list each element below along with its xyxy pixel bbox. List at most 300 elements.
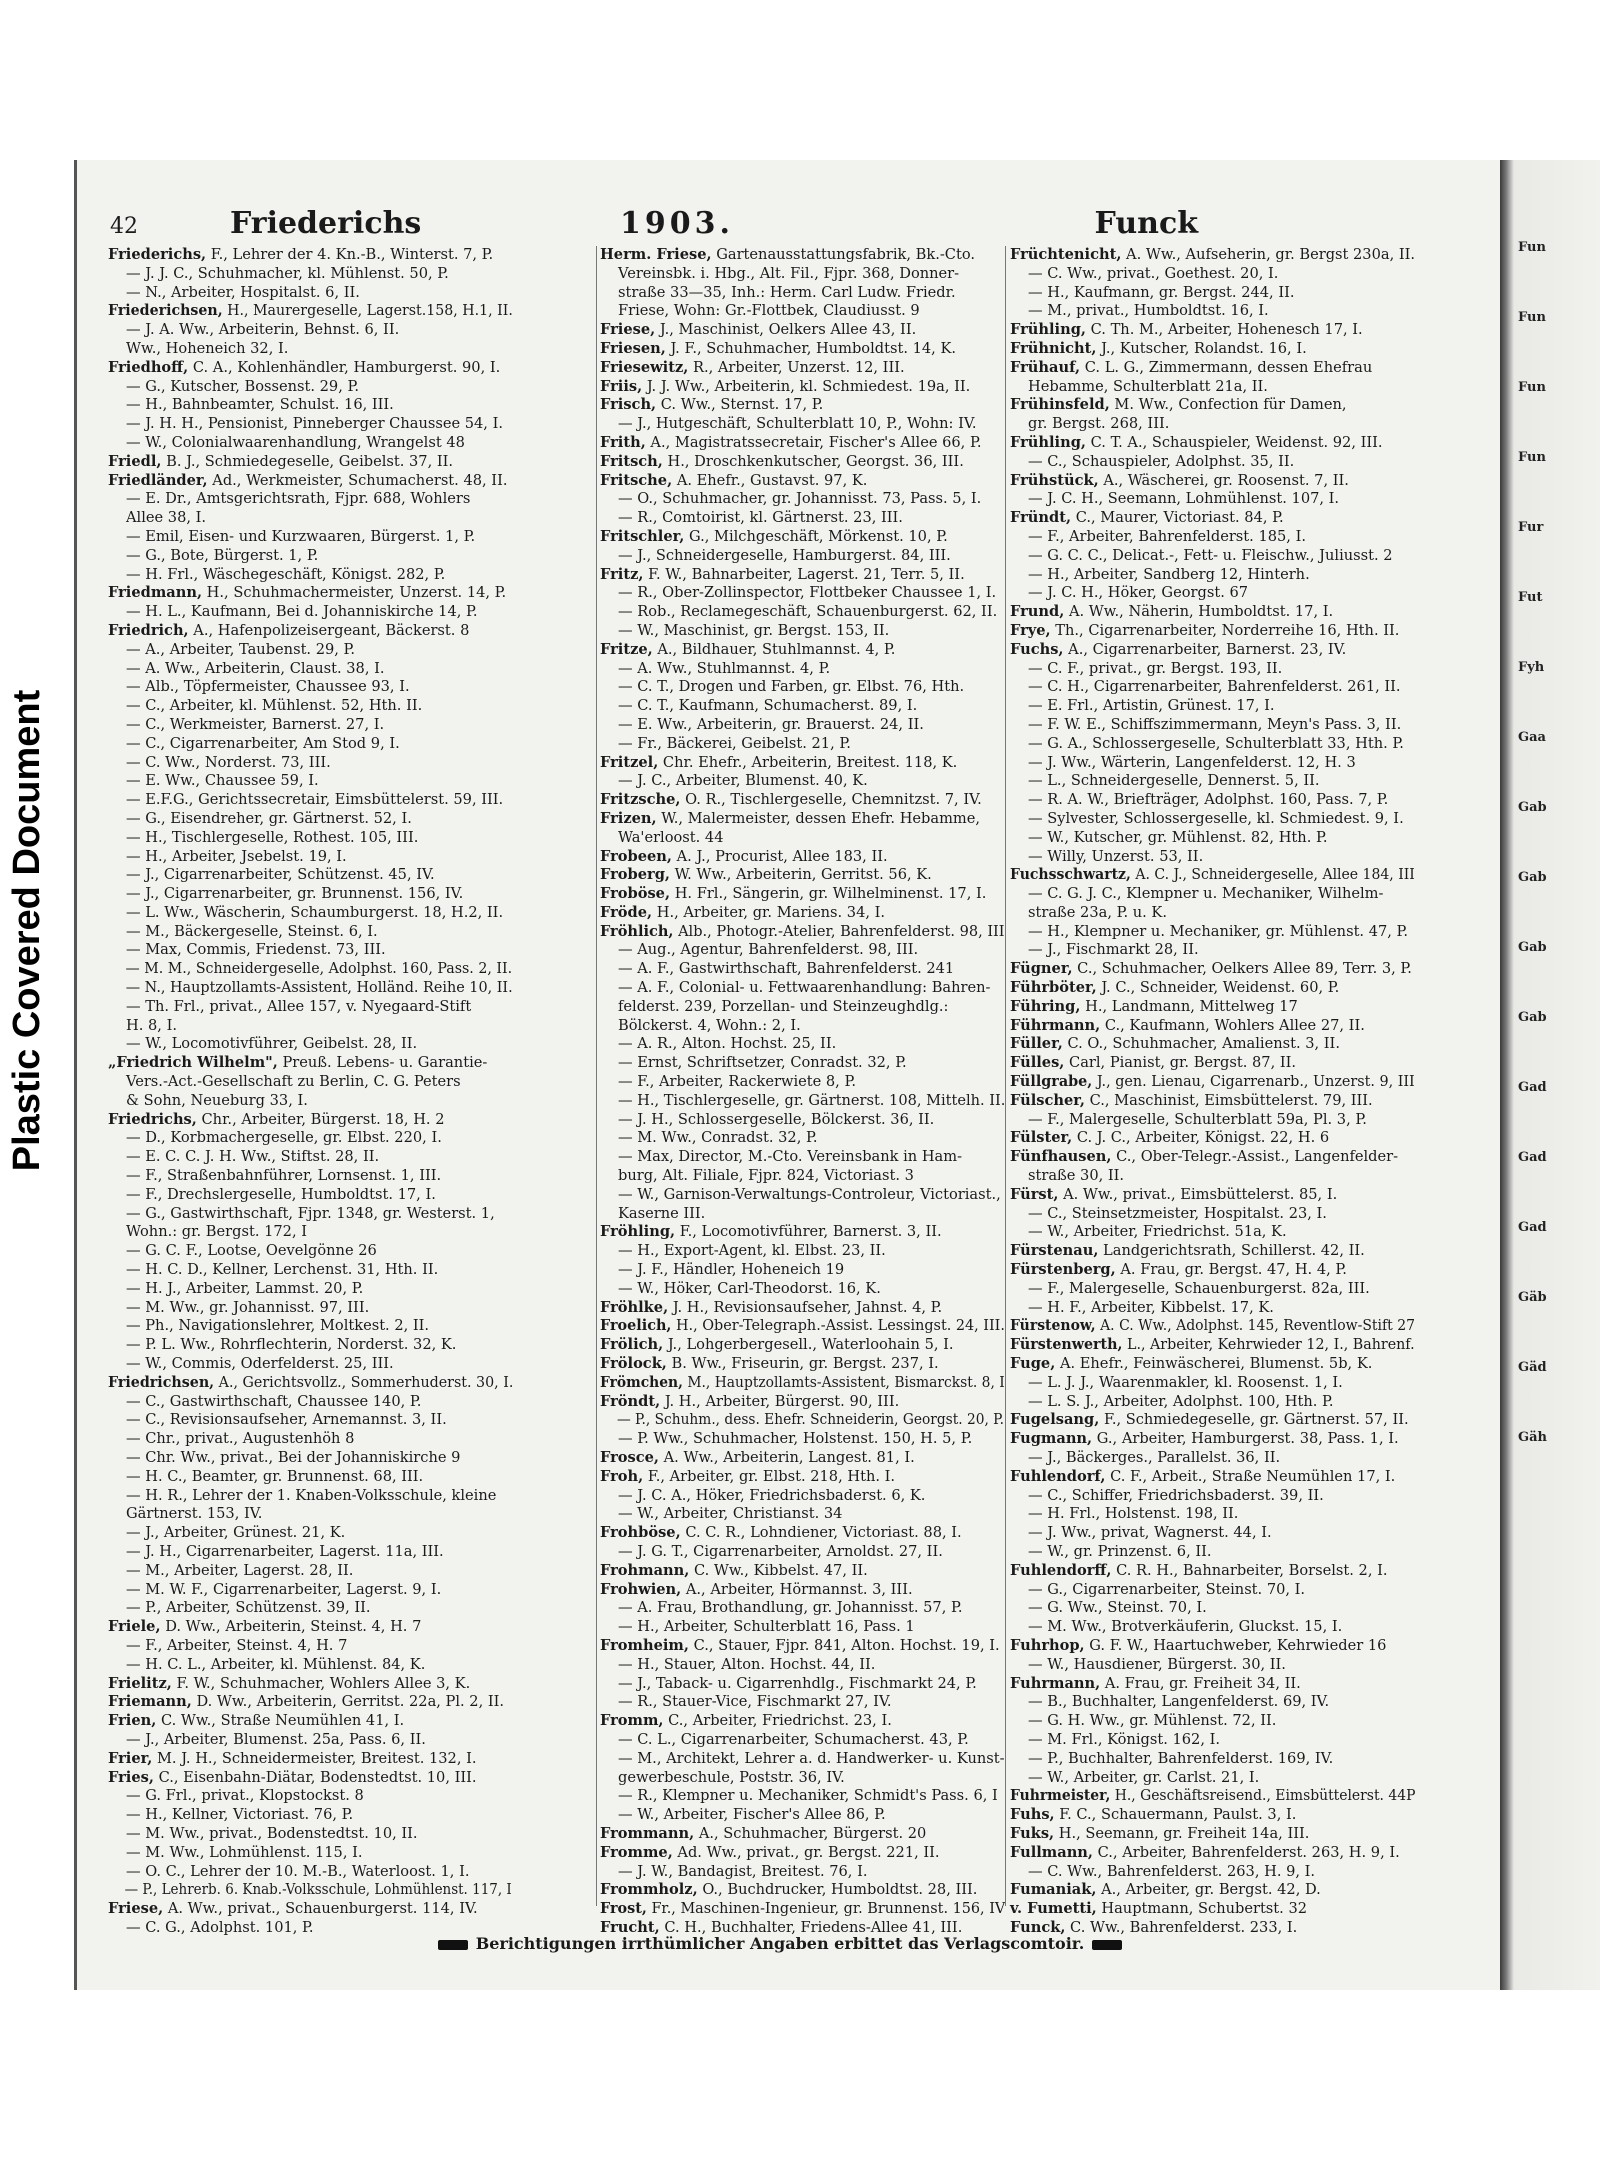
- directory-entry: [1010, 885, 1415, 904]
- directory-entry: [108, 1017, 513, 1036]
- entry-details: — Rob., Reclamegeschäft, Schauenburgerst. 62, II.: [618, 603, 998, 621]
- column-divider: [596, 246, 597, 1906]
- directory-entry: [108, 941, 513, 960]
- directory-entry: [600, 1656, 1005, 1675]
- directory-entry: [108, 340, 513, 359]
- entry-details: C. Ww., Kibbelst. 47, II.: [693, 1561, 868, 1579]
- entry-details: A., Gerichtsvollz., Sommerhuderst. 30, I.: [218, 1373, 514, 1391]
- directory-entry: [108, 960, 530, 979]
- entry-details: — F. W. E., Schiffszimmermann, Meyn's Pass. 3, II.: [1028, 715, 1402, 733]
- entry-details: — Willy, Unzerst. 53, II.: [1028, 847, 1204, 865]
- directory-entry: [1010, 1599, 1415, 1618]
- directory-entry: [1010, 1167, 1415, 1186]
- directory-entry: [1010, 1261, 1415, 1280]
- entry-details: — R., Stauer-Vice, Fischmarkt 27, IV.: [618, 1693, 892, 1711]
- entry-surname: Frien,: [108, 1712, 157, 1730]
- entry-details: — M., Architekt, Lehrer a. d. Handwerker- u. Kunst-: [618, 1749, 1005, 1767]
- column-divider: [1005, 246, 1006, 1906]
- column-3: [1010, 246, 1416, 1936]
- directory-entry: [1010, 1656, 1415, 1675]
- entry-details: Hauptmann, Schubertst. 32: [1101, 1900, 1308, 1918]
- entry-details: — H., Arbeiter, Sandberg 12, Hinterh.: [1028, 565, 1310, 583]
- entry-surname: Frömchen,: [600, 1373, 683, 1391]
- entry-surname: Frost,: [600, 1900, 647, 1918]
- entry-details: — A. Ww., Arbeiterin, Claust. 38, I.: [126, 659, 385, 677]
- entry-surname: Fugmann,: [1010, 1430, 1093, 1448]
- entry-surname: Froberg,: [600, 866, 670, 884]
- entry-details: Ad., Werkmeister, Schumacherst. 48, II.: [212, 471, 508, 489]
- entry-details: — C. G. J. C., Klempner u. Mechaniker, Wilhelm-: [1028, 885, 1384, 903]
- entry-details: J., gen. Lienau, Cigarrenarb., Unzerst. 9, III: [1096, 1073, 1415, 1091]
- entry-details: — H. R., Lehrer der 1. Knaben-Volksschule, kleine: [126, 1486, 497, 1504]
- entry-details: — C., Gastwirthschaft, Chaussee 140, P.: [126, 1392, 422, 1410]
- entry-details: C. J. C., Arbeiter, Königst. 22, H. 6: [1076, 1129, 1330, 1147]
- entry-surname: v. Fumetti,: [1010, 1900, 1097, 1918]
- entry-details: — J. Ww., Wärterin, Langenfelderst. 12, H. 3: [1028, 753, 1356, 771]
- entry-surname: Fuhlendorf,: [1010, 1467, 1106, 1485]
- entry-details: — F., Malergeselle, Schulterblatt 59a, Pl. 3, P.: [1028, 1110, 1367, 1128]
- entry-details: F., Locomotivführer, Barnerst. 3, II.: [679, 1223, 942, 1241]
- entry-details: Alb., Photogr.-Atelier, Bahrenfelderst. 98, III: [678, 922, 1005, 940]
- directory-entry: [1010, 1411, 1415, 1430]
- entry-details: — G., Eisendreher, gr. Gärtnerst. 52, I.: [126, 809, 412, 827]
- edge-word: Gab: [1518, 870, 1547, 885]
- directory-entry: [108, 660, 513, 679]
- entry-surname: Frund,: [1010, 603, 1065, 621]
- entry-details: — J. C., Arbeiter, Blumenst. 40, K.: [618, 772, 868, 790]
- directory-entry: [1010, 622, 1415, 641]
- entry-details: F., Lehrer der 4. Kn.-B., Winterst. 7, P.: [210, 246, 494, 263]
- directory-entry: [108, 528, 513, 547]
- directory-entry: [600, 265, 1005, 284]
- directory-entry: [108, 866, 513, 885]
- entry-details: C., Schuhmacher, Oelkers Allee 89, Terr. 3, P.: [1077, 960, 1412, 978]
- edge-word: Fun: [1518, 450, 1546, 465]
- directory-entry: [1010, 1242, 1415, 1261]
- entry-details: — W., Arbeiter, Christianst. 34: [618, 1505, 843, 1523]
- entry-surname: Friedhoff,: [108, 358, 189, 376]
- directory-entry: [108, 697, 513, 716]
- next-page-edge: [1500, 160, 1600, 1990]
- directory-entry: [600, 1863, 1005, 1882]
- entry-surname: Fügner,: [1010, 960, 1073, 978]
- entry-details: C., Arbeiter, Friedrichst. 23, I.: [668, 1712, 892, 1730]
- directory-entry: [600, 1242, 1005, 1261]
- entry-surname: Friese,: [108, 1900, 164, 1918]
- entry-surname: Fröhling,: [600, 1223, 676, 1241]
- entry-details: — Ph., Navigationslehrer, Moltkest. 2, II.: [126, 1317, 430, 1335]
- entry-details: — J., Cigarrenarbeiter, Schützenst. 45, IV.: [126, 866, 435, 884]
- edge-word: Fun: [1518, 240, 1546, 255]
- directory-entry: [600, 1111, 1005, 1130]
- entry-details: — C. F., privat., gr. Bergst. 193, II.: [1028, 659, 1283, 677]
- directory-entry: [1010, 321, 1415, 340]
- entry-details: — N., Hauptzollamts-Assistent, Holländ. Reihe 10, II.: [125, 979, 513, 997]
- directory-entry: [600, 528, 1005, 547]
- directory-entry: [600, 302, 1005, 321]
- entry-details: H., Ober-Telegraph.-Assist. Lessingst. 24, III.: [675, 1317, 1005, 1335]
- directory-entry: [108, 716, 513, 735]
- directory-entry: [600, 1261, 1005, 1280]
- directory-entry: [108, 359, 513, 378]
- directory-entry: [108, 584, 513, 603]
- entry-details: C. Th. M., Arbeiter, Hohenesch 17, I.: [1090, 321, 1363, 339]
- directory-entry: [1010, 1693, 1415, 1712]
- entry-details: — C. T., Kaufmann, Schumacherst. 89, I.: [618, 697, 918, 715]
- entry-surname: Frye,: [1010, 621, 1051, 639]
- directory-entry: [600, 1787, 1005, 1806]
- directory-entry: [1010, 1675, 1415, 1694]
- entry-surname: Fröhlich,: [600, 922, 674, 940]
- entry-surname: Frölich,: [600, 1336, 664, 1354]
- directory-entry: [1010, 923, 1415, 942]
- entry-details: C. O., Schuhmacher, Amalienst. 3, II.: [1067, 1035, 1340, 1053]
- entry-details: — Ernst, Schriftsetzer, Conradst. 32, P.: [618, 1054, 907, 1072]
- directory-entry: [108, 1825, 513, 1844]
- directory-entry: [1010, 1449, 1415, 1468]
- entry-surname: Fröde,: [600, 903, 653, 921]
- entry-surname: Frühinsfeld,: [1010, 396, 1110, 414]
- entry-surname: Fritsche,: [600, 471, 673, 489]
- directory-entry: [600, 1167, 1005, 1186]
- directory-entry: [108, 791, 513, 810]
- entry-surname: Friele,: [108, 1618, 161, 1636]
- entry-details: — M. Ww., Conradst. 32, P.: [618, 1129, 818, 1147]
- directory-entry: [1010, 1073, 1415, 1092]
- entry-surname: Friis,: [600, 377, 643, 395]
- entry-surname: Fuge,: [1010, 1355, 1056, 1373]
- entry-surname: Frühnicht,: [1010, 339, 1097, 357]
- directory-entry: [600, 697, 1005, 716]
- directory-entry: [108, 1581, 513, 1600]
- directory-entry: [108, 998, 513, 1017]
- entry-details: Chr. Ehefr., Arbeiterin, Breitest. 118, K.: [662, 753, 958, 771]
- entry-details: — J. H., Cigarrenarbeiter, Lagerst. 11a, III.: [126, 1542, 444, 1560]
- entry-surname: Fritsch,: [600, 452, 663, 470]
- entry-surname: Fritzel,: [600, 753, 659, 771]
- column-1: [108, 246, 514, 1936]
- directory-entry: [108, 1411, 513, 1430]
- entry-surname: Frizen,: [600, 809, 657, 827]
- footer-notice: [400, 1934, 1160, 1953]
- entry-details: — H., Arbeiter, Schulterblatt 16, Pass. 1: [618, 1618, 915, 1636]
- entry-details: — A., Arbeiter, Taubenst. 29, P.: [126, 640, 356, 658]
- directory-entry: [108, 885, 513, 904]
- entry-details: — L. S. J., Arbeiter, Adolphst. 100, Hth. P.: [1028, 1392, 1334, 1410]
- entry-details: A. Ww., privat., Eimsbüttelerst. 85, I.: [1063, 1185, 1338, 1203]
- directory-entry: [600, 566, 1005, 585]
- entry-details: A. Ww., Näherin, Humboldtst. 17, I.: [1068, 603, 1334, 621]
- entry-details: — J., Bäckerges., Parallelst. 36, II.: [1028, 1449, 1281, 1466]
- directory-entry: [108, 772, 513, 791]
- entry-details: — W., gr. Prinzenst. 6, II.: [1028, 1542, 1212, 1560]
- directory-entry: [1010, 1881, 1415, 1900]
- directory-entry: [108, 1487, 513, 1506]
- entry-details: C., Eisenbahn-Diätar, Bodenstedtst. 10, III.: [158, 1768, 477, 1786]
- entry-details: — H. F., Arbeiter, Kibbelst. 17, K.: [1028, 1298, 1274, 1316]
- directory-entry: [108, 490, 513, 509]
- entry-details: A., Hafenpolizeisergeant, Bäckerst. 8: [193, 621, 470, 639]
- directory-entry: [600, 1336, 1005, 1355]
- entry-surname: Fröhlke,: [600, 1298, 669, 1316]
- entry-details: — J., Hutgeschäft, Schulterblatt 10, P., Wohn: IV.: [618, 415, 977, 433]
- directory-entry: [600, 829, 1005, 848]
- directory-entry: [108, 1524, 513, 1543]
- directory-entry: [1010, 960, 1415, 979]
- directory-entry: [1010, 735, 1415, 754]
- entry-details: — E. Ww., Arbeiterin, gr. Brauerst. 24, II.: [618, 715, 924, 733]
- entry-surname: Füller,: [1010, 1035, 1063, 1053]
- directory-entry: [1010, 1186, 1415, 1205]
- pointing-hand-icon: [438, 1940, 468, 1950]
- entry-surname: Frisch,: [600, 396, 657, 414]
- entry-details: H. Frl., Sängerin, gr. Wilhelminenst. 17, I.: [674, 885, 987, 903]
- directory-entry: [1010, 641, 1415, 660]
- entry-surname: Führing,: [1010, 997, 1081, 1015]
- directory-entry: [1010, 1900, 1415, 1919]
- directory-entry: [108, 1336, 513, 1355]
- directory-entry: [600, 678, 1005, 697]
- entry-details: D. Ww., Arbeiterin, Gerritst. 22a, Pl. 2, II.: [196, 1693, 505, 1711]
- entry-details: — H., Kaufmann, gr. Bergst. 244, II.: [1028, 283, 1295, 301]
- directory-entry: [1010, 1524, 1415, 1543]
- directory-entry: [108, 1468, 513, 1487]
- entry-surname: Frith,: [600, 433, 646, 451]
- entry-details: — R., Comtoirist, kl. Gärtnerst. 23, III.: [618, 509, 903, 527]
- entry-details: F. W., Schuhmacher, Wohlers Allee 3, K.: [176, 1674, 471, 1692]
- entry-details: G., Milchgeschäft, Mörkenst. 10, P.: [688, 527, 948, 545]
- directory-entry: [108, 1750, 513, 1769]
- entry-details: — A. Frau, Brothandlung, gr. Johannisst. 57, P.: [618, 1599, 963, 1617]
- entry-details: — G. Ww., Steinst. 70, I.: [1028, 1599, 1207, 1617]
- directory-entry: [108, 284, 513, 303]
- directory-entry: [108, 1129, 513, 1148]
- directory-entry: [108, 1731, 513, 1750]
- entry-details: O., Buchdrucker, Humboldtst. 28, III.: [702, 1881, 978, 1899]
- edge-word-list: [1518, 240, 1547, 1500]
- entry-details: C., Ober-Telegr.-Assist., Langenfelder-: [1116, 1148, 1399, 1166]
- directory-entry: [600, 490, 1005, 509]
- entry-details: H. 8, I.: [126, 1016, 177, 1034]
- entry-details: — O., Schuhmacher, gr. Johannisst. 73, Pass. 5, I.: [618, 490, 982, 508]
- directory-entry: [1010, 1505, 1415, 1524]
- directory-entry: [600, 904, 1005, 923]
- entry-details: Gartenausstattungsfabrik, Bk.-Cto.: [716, 246, 976, 263]
- entry-details: A. C. Ww., Adolphst. 145, Reventlow-Stift 27: [1100, 1317, 1416, 1335]
- entry-details: — C. H., Cigarrenarbeiter, Bahrenfelderst. 261, II.: [1028, 678, 1401, 696]
- entry-surname: Frommann,: [600, 1824, 695, 1842]
- entry-details: J., Lohgerbergesell., Waterloohain 5, I.: [667, 1336, 954, 1354]
- entry-details: — F., Straßenbahnführer, Lornsenst. 1, III.: [126, 1167, 442, 1185]
- directory-entry: [600, 1731, 1005, 1750]
- directory-entry: [108, 603, 513, 622]
- edge-word: Gad: [1518, 1150, 1547, 1165]
- entry-details: gewerbeschule, Poststr. 36, IV.: [618, 1768, 845, 1786]
- entry-details: — J. J. C., Schuhmacher, kl. Mühlenst. 50, P.: [126, 264, 449, 282]
- entry-details: — W., Kutscher, gr. Mühlenst. 82, Hth. P.: [1028, 828, 1328, 846]
- edge-word: Gab: [1518, 800, 1547, 815]
- directory-entry: [600, 1205, 1005, 1224]
- entry-details: — H. Frl., Wäschegeschäft, Königst. 282, P.: [126, 565, 446, 583]
- entry-details: — G. C. C., Delicat.-, Fett- u. Fleischw., Juliusst. 2: [1028, 546, 1393, 564]
- directory-entry: [1010, 566, 1415, 585]
- directory-entry: [1010, 1054, 1415, 1073]
- directory-entry: [600, 1035, 1005, 1054]
- entry-details: J. H., Arbeiter, Bürgerst. 90, III.: [664, 1392, 900, 1410]
- directory-entry: [1010, 1562, 1415, 1581]
- directory-entry: [1010, 716, 1415, 735]
- entry-surname: Fürstenwerth,: [1010, 1336, 1123, 1354]
- directory-entry: [1010, 509, 1415, 528]
- entry-details: — Alb., Töpfermeister, Chaussee 93, I.: [126, 678, 410, 696]
- entry-details: felderst. 239, Porzellan- und Steinzeughdlg.:: [618, 997, 949, 1015]
- directory-entry: [108, 1317, 513, 1336]
- directory-entry: [600, 1750, 1005, 1769]
- entry-details: burg, Alt. Filiale, Fjpr. 824, Victoriast. 3: [618, 1167, 914, 1185]
- edge-word: Gad: [1518, 1220, 1547, 1235]
- directory-entry: [1010, 1769, 1415, 1788]
- entry-details: Carl, Pianist, gr. Bergst. 87, II.: [1069, 1054, 1297, 1072]
- directory-entry: [1010, 246, 1415, 265]
- entry-surname: „Friedrich Wilhelm",: [108, 1054, 278, 1072]
- entry-surname: Fuchs,: [1010, 640, 1064, 658]
- entry-surname: Fürstenberg,: [1010, 1261, 1116, 1279]
- page-header: [110, 206, 1206, 250]
- directory-entry: [1010, 1280, 1415, 1299]
- directory-entry: [600, 1280, 1005, 1299]
- directory-entry: [600, 810, 1005, 829]
- entry-details: — Sylvester, Schlossergeselle, kl. Schmiedest. 9, I.: [1028, 809, 1404, 827]
- directory-entry: [1010, 1374, 1415, 1393]
- entry-surname: Froh,: [600, 1467, 644, 1485]
- entry-surname: Friedrich,: [108, 621, 189, 639]
- entry-surname: Fromheim,: [600, 1636, 689, 1654]
- directory-entry: [1010, 848, 1415, 867]
- entry-details: A. Ww., Aufseherin, gr. Bergst 230a, II.: [1126, 246, 1416, 263]
- entry-details: — G., Kutscher, Bossenst. 29, P.: [126, 377, 359, 395]
- entry-details: — W., Arbeiter, Friedrichst. 51a, K.: [1028, 1223, 1287, 1241]
- directory-entry: [600, 866, 1005, 885]
- directory-entry: [1010, 772, 1415, 791]
- entry-details: — F., Arbeiter, Bahrenfelderst. 185, I.: [1028, 527, 1306, 545]
- directory-entry: [108, 1205, 513, 1224]
- entry-details: Friese, Wohn: Gr.-Flottbek, Claudiusst. 9: [618, 302, 920, 320]
- entry-details: — P. L. Ww., Rohrflechterin, Norderst. 32, K.: [126, 1336, 457, 1354]
- entry-surname: Funck,: [1010, 1918, 1066, 1936]
- directory-entry: [600, 1769, 1005, 1788]
- directory-entry: [600, 584, 1005, 603]
- entry-details: C. H., Buchhalter, Friedens-Allee 41, III.: [664, 1918, 963, 1936]
- entry-details: — C. T., Drogen und Farben, gr. Elbst. 76, Hth.: [618, 678, 965, 696]
- entry-details: Gärtnerst. 153, IV.: [126, 1505, 263, 1523]
- directory-entry: [108, 378, 513, 397]
- directory-entry: [108, 1543, 513, 1562]
- directory-entry: [1010, 359, 1415, 378]
- entry-details: gr. Bergst. 268, III.: [1028, 415, 1170, 433]
- directory-entry: [108, 396, 513, 415]
- entry-details: — H. C. L., Arbeiter, kl. Mühlenst. 84, K.: [126, 1655, 426, 1673]
- directory-entry: [108, 1675, 513, 1694]
- directory-entry: [600, 1430, 1005, 1449]
- entry-surname: Fritz,: [600, 565, 644, 583]
- directory-entry: [600, 1054, 1005, 1073]
- directory-entry: [1010, 1825, 1415, 1844]
- directory-entry: [108, 1223, 513, 1242]
- entry-surname: Fromm,: [600, 1712, 664, 1730]
- entry-details: — J. W., Bandagist, Breitest. 76, I.: [618, 1862, 868, 1880]
- footer-text: Berichtigungen irrthümlicher Angaben erbittet das Verlagscomtoir.: [475, 1934, 1085, 1953]
- entry-details: Allee 38, I.: [126, 509, 207, 527]
- entry-surname: Führböter,: [1010, 979, 1097, 997]
- entry-details: — Max, Director, M.-Cto. Vereinsbank in Ham-: [618, 1148, 963, 1166]
- entry-surname: Friedl,: [108, 452, 162, 470]
- directory-entry: [600, 1618, 1005, 1637]
- directory-entry: [1010, 904, 1415, 923]
- directory-entry: [1010, 678, 1415, 697]
- entry-details: A., Bildhauer, Stuhlmannst. 4, P.: [657, 640, 896, 658]
- entry-details: C. R. H., Bahnarbeiter, Borselst. 2, I.: [1116, 1561, 1388, 1579]
- directory-entry: [1010, 1844, 1415, 1863]
- directory-entry: [600, 1881, 1005, 1900]
- directory-entry: [1010, 1129, 1415, 1148]
- directory-entry: [600, 1693, 1005, 1712]
- entry-surname: Frühling,: [1010, 433, 1086, 451]
- directory-entry: [108, 1562, 513, 1581]
- entry-surname: Frohböse,: [600, 1524, 681, 1542]
- entry-surname: Frier,: [108, 1749, 153, 1767]
- entry-details: — H., Kellner, Victoriast. 76, P.: [126, 1806, 354, 1824]
- directory-entry: [108, 1712, 513, 1731]
- entry-details: — J., Arbeiter, Blumenst. 25a, Pass. 6, II.: [126, 1730, 426, 1748]
- entry-details: A. Frau, gr. Freiheit 34, II.: [1104, 1674, 1301, 1692]
- entry-details: — J. A. Ww., Arbeiterin, Behnst. 6, II.: [126, 321, 400, 339]
- entry-surname: Frommholz,: [600, 1881, 698, 1899]
- directory-entry: [600, 979, 1005, 998]
- entry-details: — M. Ww., Brotverkäuferin, Gluckst. 15, I.: [1028, 1618, 1343, 1636]
- directory-entry: [600, 1524, 1005, 1543]
- entry-details: A., Schuhmacher, Bürgerst. 20: [698, 1824, 927, 1842]
- entry-details: — F., Drechslergeselle, Humboldtst. 17, I.: [126, 1185, 436, 1203]
- directory-entry: [600, 378, 1005, 397]
- entry-details: A., Cigarrenarbeiter, Barnerst. 23, IV.: [1068, 640, 1347, 658]
- entry-details: — W., Maschinist, gr. Bergst. 153, II.: [618, 621, 890, 639]
- directory-entry: [1010, 603, 1415, 622]
- entry-details: — C., Schauspieler, Adolphst. 35, II.: [1028, 452, 1295, 470]
- edge-word: Gab: [1518, 1010, 1547, 1025]
- directory-entry: [108, 1355, 513, 1374]
- entry-details: M. J. H., Schneidermeister, Breitest. 132, I.: [156, 1749, 477, 1767]
- entry-details: — G. C. F., Lootse, Oevelgönne 26: [126, 1242, 377, 1260]
- directory-entry: [600, 1581, 1005, 1600]
- entry-surname: Fülles,: [1010, 1054, 1065, 1072]
- directory-entry: [600, 1355, 1005, 1374]
- entry-details: — H. J., Arbeiter, Lammst. 20, P.: [126, 1279, 364, 1297]
- entry-surname: Fürstenow,: [1010, 1317, 1096, 1335]
- directory-entry: [108, 415, 513, 434]
- entry-details: — G., Bote, Bürgerst. 1, P.: [126, 546, 319, 564]
- entry-surname: Friedrichsen,: [108, 1373, 215, 1391]
- entry-surname: Fromme,: [600, 1843, 673, 1861]
- entry-details: — M., Bäckergeselle, Steinst. 6, I.: [126, 922, 378, 940]
- entry-surname: Fumaniak,: [1010, 1881, 1097, 1899]
- directory-entry: [600, 1092, 1023, 1111]
- entry-details: — M., Arbeiter, Lagerst. 28, II.: [126, 1561, 354, 1579]
- entry-details: — H. Frl., Holstenst. 198, II.: [1028, 1505, 1239, 1523]
- directory-entry: [1010, 1863, 1415, 1882]
- entry-surname: Froböse,: [600, 885, 671, 903]
- entry-details: R., Arbeiter, Unzerst. 12, III.: [692, 358, 905, 376]
- directory-entry: [600, 340, 1005, 359]
